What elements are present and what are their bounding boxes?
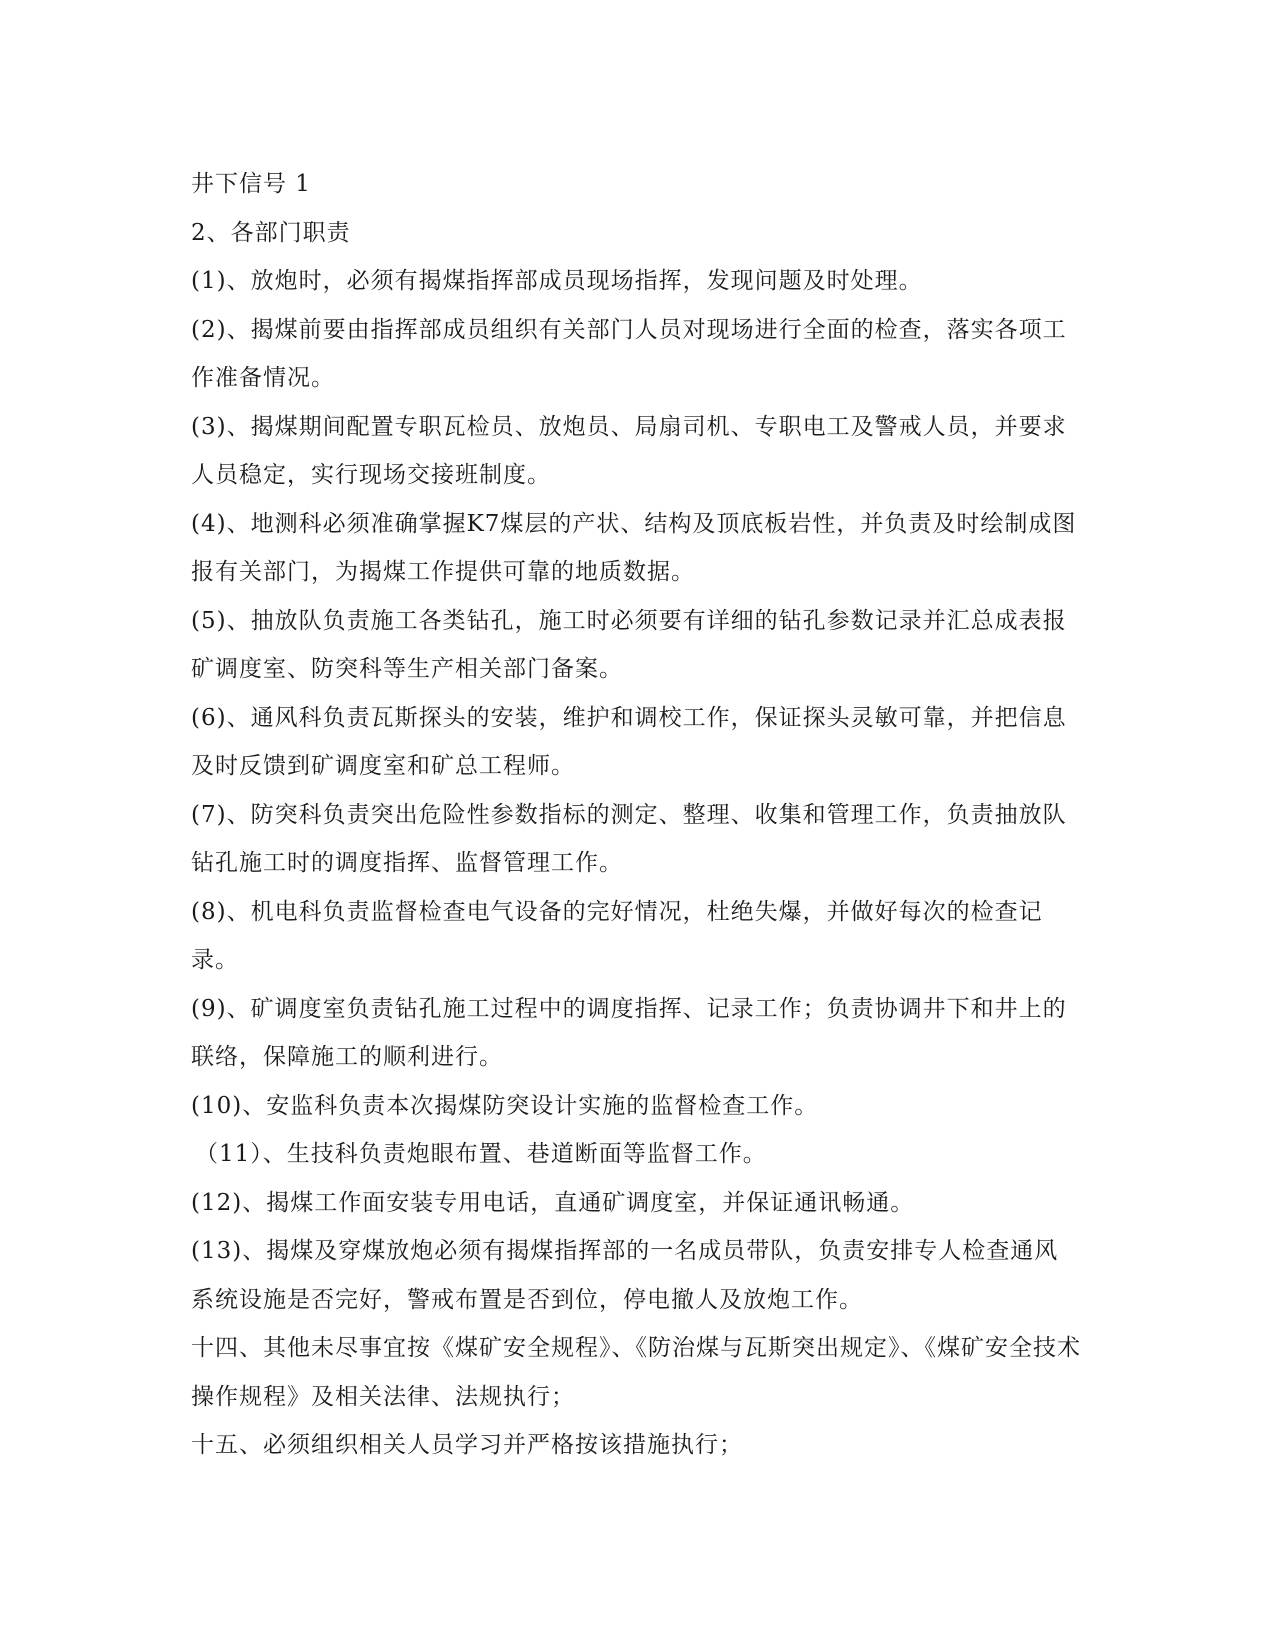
paragraph-8: (8)、机电科负责监督检查电气设备的完好情况，杜绝失爆，并做好每次的检查记录。 <box>191 898 1043 973</box>
paragraph-3: (3)、揭煤期间配置专职瓦检员、放炮员、局扇司机、专职电工及警戒人员，并要求人员稳定，实行现场交接班制度。 <box>191 413 1067 488</box>
header-line: 井下信号 1 <box>191 171 311 197</box>
paragraph-9: (9)、矿调度室负责钻孔施工过程中的调度指挥、记录工作；负责协调井下和井上的联络，保障施工的顺利进行。 <box>191 995 1067 1070</box>
paragraph-6: (6)、通风科负责瓦斯探头的安装，维护和调校工作，保证探头灵敏可靠，并把信息及时反馈到矿调度室和矿总工程师。 <box>191 704 1067 779</box>
paragraph-1: (1)、放炮时，必须有揭煤指挥部成员现场指挥，发现问题及时处理。 <box>191 268 923 294</box>
paragraph-2: (2)、揭煤前要由指挥部成员组织有关部门人员对现场进行全面的检查，落实各项工作准备情况。 <box>191 316 1067 391</box>
section-heading-responsibilities: 2、各部门职责 <box>191 219 351 246</box>
document-body <box>191 160 1081 1470</box>
paragraph-5: (5)、抽放队负责施工各类钻孔，施工时必须要有详细的钻孔参数记录并汇总成表报矿调度室、防突科等生产相关部门备案。 <box>191 607 1067 682</box>
paragraph-13: (13)、揭煤及穿煤放炮必须有揭煤指挥部的一名成员带队，负责安排专人检查通风系统设施是否完好，警戒布置是否到位，停电撤人及放炮工作。 <box>191 1238 1059 1313</box>
paragraph-10: (10)、安监科负责本次揭煤防突设计实施的监督检查工作。 <box>191 1092 819 1119</box>
paragraph-12: (12)、揭煤工作面安装专用电话，直通矿调度室，并保证通讯畅通。 <box>191 1189 915 1216</box>
paragraph-4: (4)、地测科必须准确掌握K7煤层的产状、结构及顶底板岩性，并负责及时绘制成图报有关部门，为揭煤工作提供可靠的地质数据。 <box>191 510 1077 585</box>
paragraph-11: （11）、生技科负责炮眼布置、巷道断面等监督工作。 <box>195 1141 767 1167</box>
paragraph-7: (7)、防突科负责突出危险性参数指标的测定、整理、收集和管理工作，负责抽放队钻孔施工时的调度指挥、监督管理工作。 <box>191 801 1067 876</box>
section-fourteen: 十四、其他未尽事宜按《煤矿安全规程》、《防治煤与瓦斯突出规定》、《煤矿安全技术操作规程》及相关法律、法规执行； <box>191 1335 1081 1410</box>
section-fifteen: 十五、必须组织相关人员学习并严格按该措施执行； <box>191 1432 743 1458</box>
